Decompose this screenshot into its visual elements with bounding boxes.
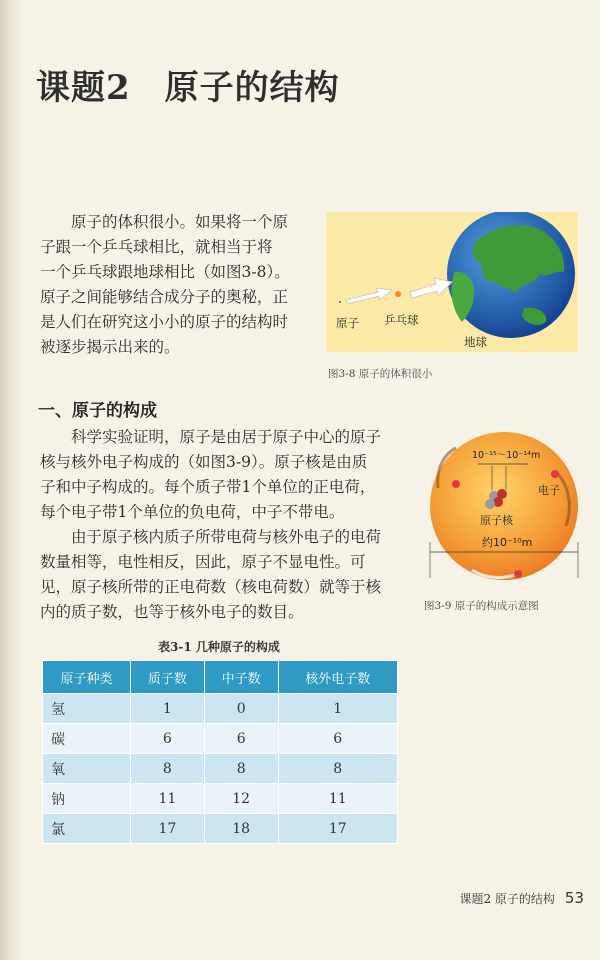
- figure1-caption: 图3-8 原子的体积很小: [328, 368, 433, 380]
- table-cell: 11: [131, 784, 205, 814]
- table-cell: 6: [278, 724, 397, 754]
- arrow-icon: [346, 288, 392, 304]
- table-row: [43, 724, 398, 754]
- table-cell: 1: [131, 694, 205, 724]
- text-line: 科学实验证明，原子是由居于原子中心的原子: [71, 428, 382, 446]
- table-cell: 18: [204, 814, 278, 844]
- paragraph-electric-neutrality: [40, 525, 410, 625]
- atom-structure-illustration: [418, 428, 590, 588]
- table-cell: 0: [204, 694, 278, 724]
- text-line: 核与核外电子构成的（如图3-9）。原子核是由质: [40, 453, 368, 471]
- table-cell: 17: [278, 814, 397, 844]
- text-line: 子跟一个乒乓球相比，就相当于将: [40, 238, 273, 256]
- book-spine-shadow: [0, 0, 24, 960]
- table-cell: 6: [131, 724, 205, 754]
- electron-icon: [514, 570, 522, 578]
- table-cell: 17: [131, 814, 205, 844]
- table-row: [43, 754, 398, 784]
- intro-paragraph: [40, 210, 310, 360]
- label-nucleus: 原子核: [480, 514, 513, 527]
- section-heading: 一、原子的构成: [38, 401, 157, 421]
- text-line: 是人们在研究这小小的原子的结构时: [40, 313, 289, 331]
- column-header: 中子数: [204, 661, 278, 694]
- text-line: 每个电子带1个单位的负电荷，中子不带电。: [40, 503, 345, 521]
- column-header: 质子数: [131, 661, 205, 694]
- atom-composition-table: [42, 660, 398, 844]
- page-footer: [459, 889, 584, 907]
- label-ping-pong: 乒乓球: [384, 313, 419, 327]
- text-line: 见，原子核所带的正电荷数（核电荷数）就等于核: [40, 578, 382, 596]
- table-row: [43, 784, 398, 814]
- table-cell: 氢: [43, 694, 131, 724]
- electron-icon: [551, 470, 559, 478]
- text-line: 数量相等，电性相反，因此，原子不显电性。可: [40, 553, 366, 571]
- ping-pong-ball-icon: [395, 291, 401, 297]
- table-cell: 8: [131, 754, 205, 784]
- arrow-icon: [410, 278, 452, 298]
- table-cell: 8: [204, 754, 278, 784]
- table-cell: 6: [204, 724, 278, 754]
- table-cell: 氧: [43, 754, 131, 784]
- chapter-title: [36, 60, 340, 109]
- chapter-subtitle: 原子的结构: [164, 68, 340, 108]
- table-cell: 氯: [43, 814, 131, 844]
- column-header: 核外电子数: [278, 661, 397, 694]
- table-cell: 1: [278, 694, 397, 724]
- column-header: 原子种类: [43, 661, 131, 694]
- table-header-row: [43, 661, 398, 694]
- table-cell: 钠: [43, 784, 131, 814]
- label-atom: 原子: [336, 316, 359, 330]
- table-cell: 碳: [43, 724, 131, 754]
- table-cell: 8: [278, 754, 397, 784]
- electron-icon: [452, 480, 460, 488]
- text-line: 内的质子数，也等于核外电子的数目。: [40, 603, 304, 621]
- figure-atom-size: [326, 212, 578, 352]
- text-line: 被逐步揭示出来的。: [40, 338, 180, 356]
- page-number: 53: [564, 889, 584, 907]
- figure-atom-structure: [418, 428, 590, 588]
- text-line: 原子的体积很小。如果将一个原: [71, 213, 289, 231]
- table-row: [43, 694, 398, 724]
- text-line: 一个乒乓球跟地球相比（如图3-8）。: [40, 263, 290, 281]
- label-electron: 电子: [538, 484, 560, 497]
- chapter-number: 课题2: [36, 68, 131, 108]
- running-footer-title: 课题2 原子的结构: [459, 892, 555, 906]
- label-atom-size: 约10⁻¹⁰m: [482, 536, 533, 549]
- table-row: [43, 814, 398, 844]
- label-earth: 地球: [464, 335, 487, 349]
- paragraph-atom-composition: [40, 425, 410, 525]
- figure2-caption: 图3-9 原子的构成示意图: [424, 600, 539, 612]
- table-caption: 表3-1 几种原子的构成: [158, 640, 280, 654]
- text-line: 原子之间能够结合成分子的奥秘，正: [40, 288, 289, 306]
- label-nucleus-size: 10⁻¹⁵～10⁻¹⁴m: [472, 450, 541, 461]
- text-line: 子和中子构成的。每个质子带1个单位的正电荷，: [40, 478, 376, 496]
- text-line: 由于原子核内质子所带电荷与核外电子的电荷: [71, 528, 382, 546]
- table-cell: 12: [204, 784, 278, 814]
- atom-size-illustration: [326, 212, 578, 352]
- atom-dot-icon: [339, 301, 341, 303]
- table-cell: 11: [278, 784, 397, 814]
